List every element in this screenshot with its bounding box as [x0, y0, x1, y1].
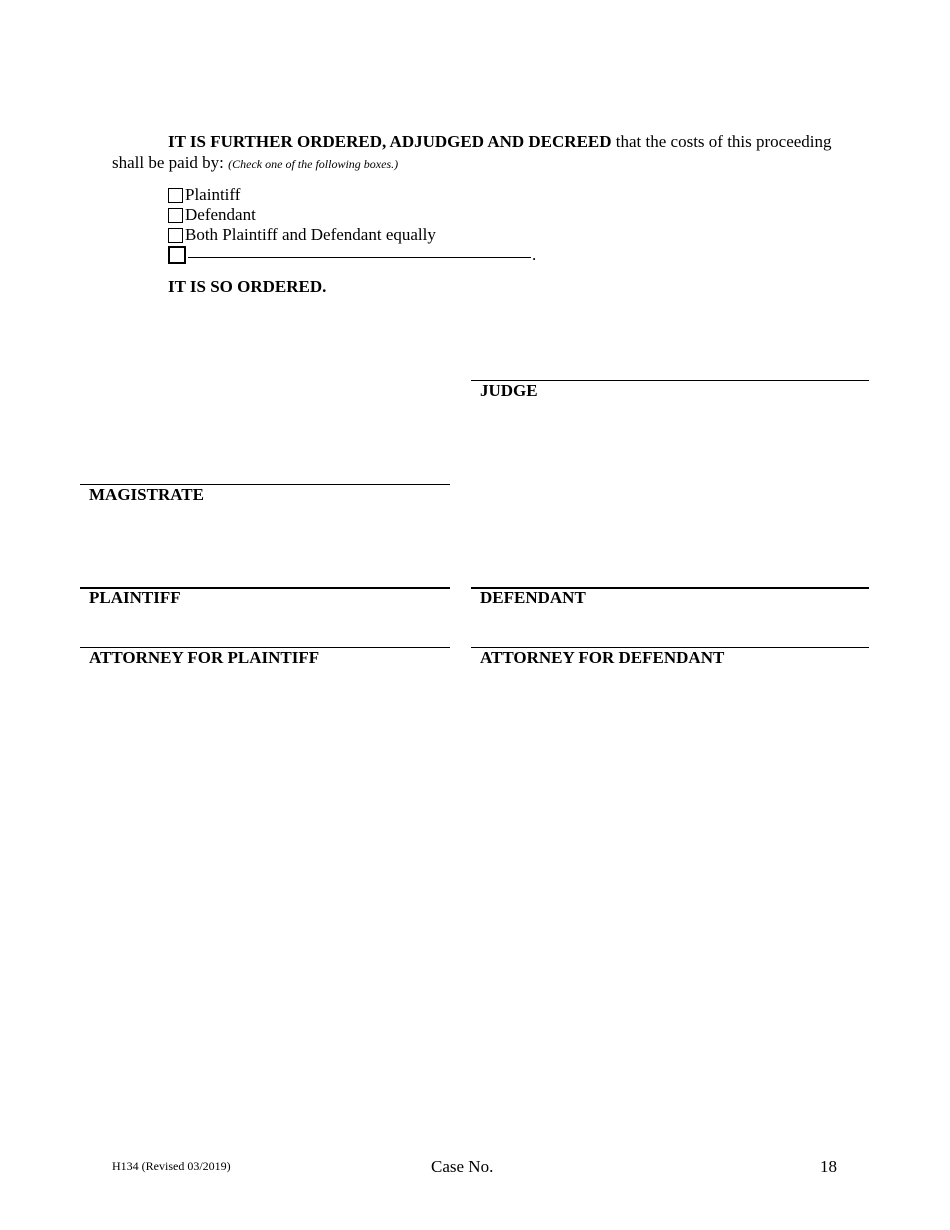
magistrate-label: MAGISTRATE: [89, 485, 204, 504]
order-bold-phrase: IT IS FURTHER ORDERED, ADJUDGED AND DECREED: [168, 132, 612, 151]
option-plaintiff[interactable]: [168, 185, 240, 205]
other-payer-field[interactable]: [188, 245, 531, 258]
order-note: (Check one of the following boxes.): [228, 157, 399, 171]
plaintiff-label: PLAINTIFF: [89, 588, 181, 607]
other-checkbox[interactable]: [168, 246, 186, 264]
form-identifier: H134 (Revised 03/2019): [112, 1159, 231, 1173]
defendant-checkbox[interactable]: [168, 208, 183, 223]
other-suffix: .: [532, 245, 537, 264]
attorney-plaintiff-label: ATTORNEY FOR PLAINTIFF: [89, 648, 320, 667]
page-number: 18: [820, 1157, 837, 1176]
costs-order-paragraph: [112, 131, 847, 175]
option-defendant[interactable]: [168, 205, 256, 225]
attorney-defendant-label: ATTORNEY FOR DEFENDANT: [480, 648, 725, 667]
defendant-label: DEFENDANT: [480, 588, 586, 607]
both-equally-checkbox[interactable]: [168, 228, 183, 243]
so-ordered-heading: IT IS SO ORDERED.: [168, 277, 327, 296]
judge-label: JUDGE: [480, 381, 538, 400]
case-number-label: Case No.: [431, 1157, 494, 1176]
option-label: Plaintiff: [185, 185, 241, 204]
order-text: that the costs of this proceeding shall be paid by:: [112, 132, 832, 172]
option-label: Defendant: [185, 205, 256, 224]
plaintiff-checkbox[interactable]: [168, 188, 183, 203]
option-label: Both Plaintiff and Defendant equally: [185, 225, 436, 244]
option-other[interactable]: [168, 245, 536, 265]
option-both-equally[interactable]: [168, 225, 436, 245]
